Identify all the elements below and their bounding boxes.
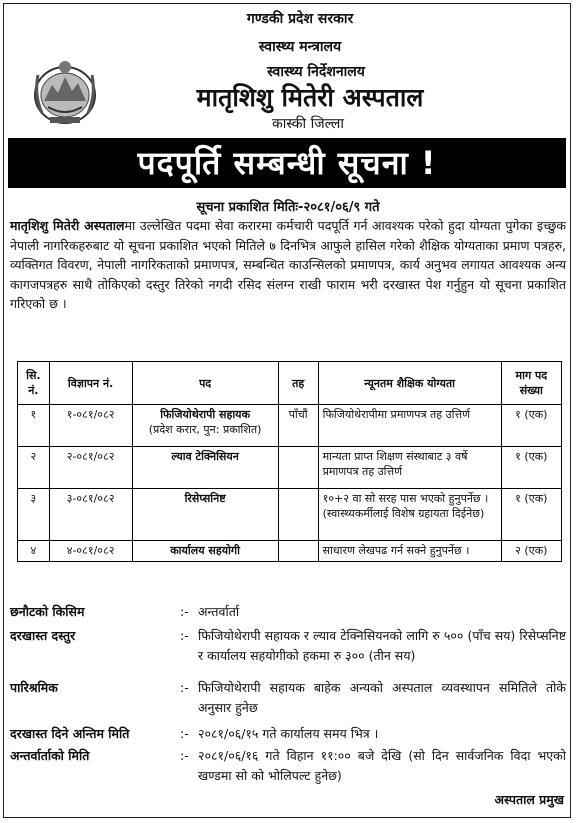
separator: :-: [180, 628, 189, 643]
header-level: तह: [278, 362, 318, 405]
cell-count: १ (एक): [501, 447, 561, 489]
interview-value: २०८१/०६/१६ गते विहान ११:०० बजे देखि (सो दिन सार्वजनिक विदा भएको खण्डमा सो को भोलिपल्ट हुनेछ): [198, 748, 566, 783]
table-row: [18, 541, 562, 562]
post-title: फिजियोथेरापी सहायक: [160, 408, 251, 421]
vacancy-table: [17, 361, 562, 562]
published-date: सूचना प्रकाशित मितिः-२०८१/०६/९ गते: [196, 200, 380, 215]
header-sn: सि. नं.: [18, 362, 50, 405]
header-count: माग पद संख्या: [501, 362, 561, 405]
cell-sn: ४: [18, 541, 50, 562]
separator: :-: [180, 726, 189, 741]
intro-paragraph: [10, 216, 566, 314]
district-name: कास्की जिल्ला: [271, 116, 345, 132]
cell-post: [132, 405, 278, 447]
government-name: गण्डकी प्रदेश सरकार: [246, 11, 354, 27]
cell-qualification: फिजियोथेरापीमा प्रमाणपत्र तह उत्तिर्ण: [318, 405, 501, 447]
post-title: कार्यालय सहयोगी: [170, 544, 240, 557]
cell-sn: २: [18, 447, 50, 489]
selection-method: [10, 602, 566, 622]
table-row: [18, 405, 562, 447]
cell-count: २ (एक): [501, 541, 561, 562]
cell-qualification: मान्यता प्राप्त शिक्षण संस्थाबाट ३ वर्षे प्रमाणपत्र तह उत्तिर्ण: [318, 447, 501, 489]
table-header-row: [18, 362, 562, 405]
separator: :-: [180, 680, 189, 695]
hospital-name: मातृशिशु मितेरी अस्पताल: [196, 83, 424, 112]
intro-hospital-name: मातृशिशु मितेरी अस्पताल: [10, 218, 125, 233]
cell-count: १ (एक): [501, 405, 561, 447]
application-deadline: [10, 724, 566, 744]
salary-value: फिजियोथेरापी सहायक बाहेक अन्यको अस्पताल व्यवस्थापन समितिले तोके अनुसार हुनेछ: [198, 680, 566, 715]
header-qualification: न्यूनतम शैक्षिक योग्यता: [318, 362, 501, 405]
remuneration: [10, 678, 566, 718]
cell-level: [278, 447, 318, 489]
selection-value: अन्तर्वार्ता: [198, 604, 240, 619]
header-adv: विज्ञापन नं.: [49, 362, 132, 405]
deadline-label: दरखास्त दिने अन्तिम मिति: [10, 726, 130, 741]
salary-label: पारिश्रमिक: [10, 680, 58, 695]
post-note: (प्रदेश करार, पुन: प्रकाशित): [148, 423, 262, 436]
cell-level: पाँचौं: [278, 405, 318, 447]
cell-sn: १: [18, 405, 50, 447]
application-fee: [10, 626, 566, 666]
letterhead: [0, 0, 576, 140]
cell-adv: २-०८१/०८२: [49, 447, 132, 489]
cell-adv: ३-०८१/०८२: [49, 489, 132, 541]
signature-title: अस्पताल प्रमुख: [494, 792, 564, 807]
notice-title-banner: पदपूर्ति सम्बन्धी सूचना !: [8, 138, 566, 188]
fee-label: दरखास्त दस्तुर: [10, 628, 76, 643]
cell-post: [132, 489, 278, 541]
deadline-value: २०८१/०६/१५ गते कार्यालय समय भित्र ।: [198, 726, 379, 741]
selection-label: छनौटको किसिम: [10, 604, 85, 619]
interview-date: [10, 746, 566, 786]
directorate-name: स्वास्थ्य निर्देशनालय: [267, 64, 365, 80]
cell-qualification: साधारण लेखपढ गर्न सक्ने हुनुपर्नेछ ।: [318, 541, 501, 562]
ministry-name: स्वास्थ्य मन्त्रालय: [258, 39, 342, 55]
table-row: [18, 447, 562, 489]
cell-count: १ (एक): [501, 489, 561, 541]
cell-adv: १-०८१/०८२: [49, 405, 132, 447]
cell-sn: ३: [18, 489, 50, 541]
post-title: रिसेप्सनिष्ट: [184, 492, 226, 505]
post-title: ल्याव टेक्निसियन: [171, 450, 239, 463]
header-post: पद: [132, 362, 278, 405]
cell-qualification: १०+२ वा सो सरह पास भएको हुनुपर्नेछ । (स्वास्थ्यकर्मीलाई विशेष ग्रहायता दिईनेछ): [318, 489, 501, 541]
separator: :-: [180, 604, 189, 619]
cell-level: [278, 489, 318, 541]
cell-post: [132, 541, 278, 562]
separator: :-: [180, 748, 189, 763]
cell-post: [132, 447, 278, 489]
interview-label: अन्तर्वार्ताको मिति: [10, 748, 90, 763]
fee-value: फिजियोथेरापी सहायक र ल्याव टेक्निसियनको लागि रु ५०० (पाँच सय) रिसेप्सनिष्ट र कार्यालय सहयोगीको हकमा रु ३०० (तीन सय): [198, 628, 566, 663]
cell-adv: ४-०८१/०८२: [49, 541, 132, 562]
table-row: [18, 489, 562, 541]
cell-level: [278, 541, 318, 562]
intro-text: मा उल्लेखित पदमा सेवा करारमा कर्मचारी पदपूर्ति गर्न आवश्यक परेको हुदा योग्यता पुगेका इच्छुक नेपाली नागरिकहरुबाट यो सूचना प्रकाशित भएको मितिले ७ दिनभित्र आफुले हासिल गरेको शैक्षिक योग्यताका प्रमाण पत्रहरु, व्यक्तिगत विवरण, नेपाली नागरिकताको प्रमाणपत्र, सम्बन्धित काउन्सिलको प्रमाणपत्र, कार्य अनुभव लगायत आवश्यक अन्य कागजपत्रहरु साथै तोकिएको दस्तुर तिरेको नगदी रसिद संलग्न राखी फाराम भरी दरखास्त पेश गर्नुहुन यो सूचना प्रकाशित गरिएको छ ।: [10, 218, 566, 312]
